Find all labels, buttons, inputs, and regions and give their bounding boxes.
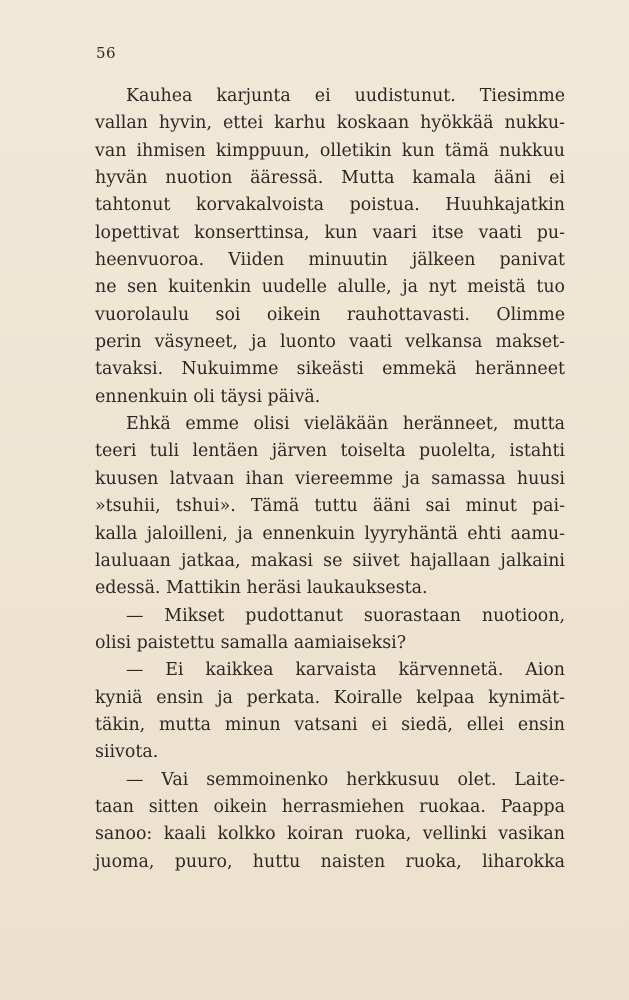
text-line: van ihmisen kimppuun, olletikin kun tämä nukkuu — [95, 140, 565, 161]
text-line: — Vai semmoinenko herkkusuu olet. Laite- — [126, 769, 565, 790]
text-line: Ehkä emme olisi vieläkään heränneet, mutta — [126, 414, 565, 435]
text-line: — Ei kaikkea karvaista kärvennetä. Aion — [126, 660, 565, 681]
text-line: täkin, mutta minun vatsani ei siedä, ellei ensin — [95, 714, 565, 735]
text-line: taan sitten oikein herrasmiehen ruokaa. Paappa — [95, 796, 565, 817]
text-line: Kauhea karjunta ei uudistunut. Tiesimme — [126, 86, 565, 106]
text-line: »tsuhii, tshui». Tämä tuttu ääni sai minut pai- — [95, 496, 565, 517]
body-text — [95, 83, 565, 876]
text-line: — Mikset pudottanut suorastaan nuotioon, — [126, 605, 565, 626]
text-line: teeri tuli lentäen järven toiselta puolelta, istahti — [95, 441, 565, 462]
text-line: siivota. — [95, 742, 159, 763]
text-line: lauluaan jatkaa, makasi se siivet hajallaan jalkaini — [95, 550, 565, 571]
text-line: vallan hyvin, ettei karhu koskaan hyökkää nukku- — [95, 113, 565, 134]
text-line: juoma, puuro, huttu naisten ruoka, liharokka — [95, 851, 565, 872]
text-line: vuorolaulu soi oikein rauhottavasti. Olimme — [95, 304, 565, 325]
text-line: kuusen latvaan ihan viereemme ja samassa huusi — [95, 468, 565, 489]
text-line: perin väsyneet, ja luonto vaati velkansa makset- — [95, 332, 565, 353]
text-line: lopettivat konserttinsa, kun vaari itse vaati pu- — [95, 222, 565, 243]
text-line: kalla jaloilleni, ja ennenkuin lyyryhäntä ehti aamu- — [95, 523, 565, 544]
text-line: heenvuoroa. Viiden minuutin jälkeen panivat — [95, 250, 565, 271]
text-line: edessä. Mattikin heräsi laukauksesta. — [95, 578, 428, 599]
text-line: ne sen kuitenkin uudelle alulle, ja nyt meistä tuo — [95, 277, 565, 298]
text-line: olisi paistettu samalla aamiaiseksi? — [95, 632, 407, 653]
text-line: tahtonut korvakalvoista poistua. Huuhkajatkin — [95, 195, 565, 216]
text-line: ennenkuin oli täysi päivä. — [95, 386, 321, 407]
text-line: kyniä ensin ja perkata. Koiralle kelpaa kynimät- — [95, 687, 565, 708]
text-line: sanoo: kaali kolkko koiran ruoka, vellinki vasikan — [95, 824, 565, 845]
text-line: hyvän nuotion ääressä. Mutta kamala ääni ei — [95, 168, 565, 189]
text-line: tavaksi. Nukuimme sikeästi emmekä heränneet — [95, 359, 565, 380]
page-number: 56 — [96, 44, 117, 62]
